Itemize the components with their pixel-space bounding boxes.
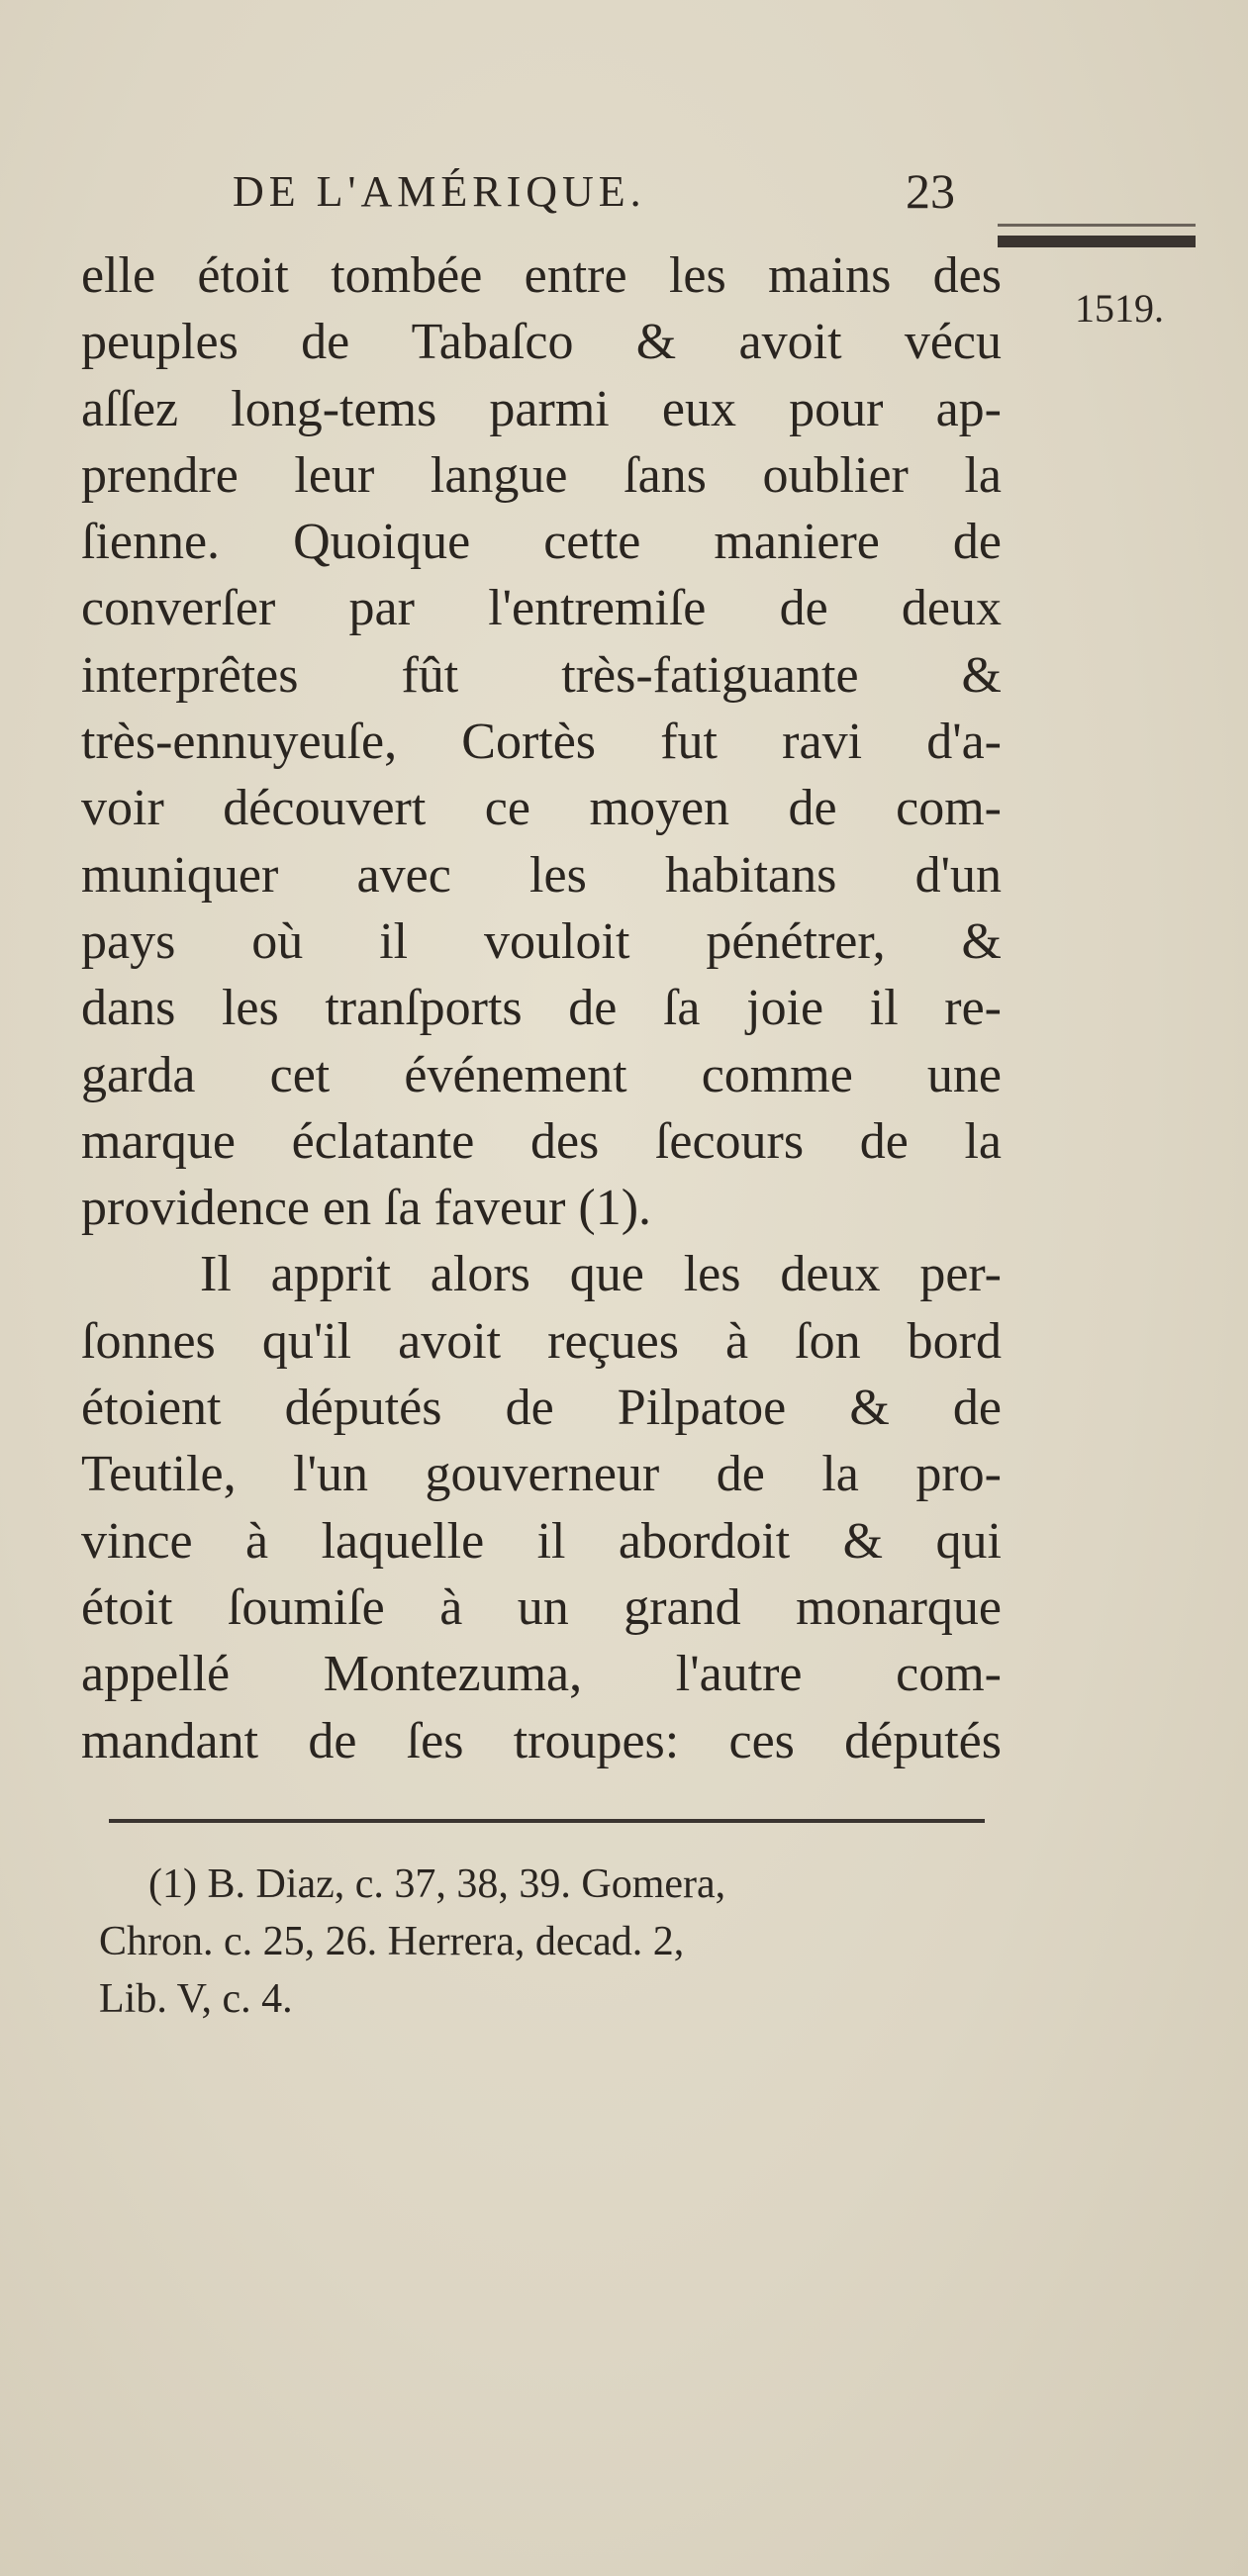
footnote-line: (1) B. Diaz, c. 37, 38, 39. Gomera, (148, 1861, 726, 1907)
text-line: vince à laquelle il abordoit & qui (81, 1512, 1002, 1570)
text-line: Teutile, l'un gouverneur de la pro- (81, 1446, 1002, 1503)
margin-year: 1519. (1075, 286, 1164, 331)
body-text (81, 242, 1002, 1774)
text-line: étoient députés de Pilpatoe & de (81, 1380, 1002, 1437)
footnotes (99, 1856, 1009, 2028)
footnote-rule (109, 1819, 985, 1823)
text-line: ſienne. Quoique cette maniere de (81, 514, 1002, 571)
text-line: muniquer avec les habitans d'un (81, 846, 1002, 904)
text-line: dans les tranſports de ſa joie il re- (81, 980, 1002, 1037)
text-line: prendre leur langue ſans oublier la (81, 446, 1002, 504)
text-line: marque éclatante des ſecours de la (81, 1112, 1002, 1170)
text-line: garda cet événement comme une (81, 1046, 1002, 1103)
page-header (233, 163, 1005, 226)
text-line: mandant de ſes troupes: ces députés (81, 1712, 1002, 1769)
margin-rule (998, 236, 1196, 247)
text-line: elle étoit tombée entre les mains des (81, 247, 1002, 304)
text-line: providence en ſa faveur (1). (81, 1180, 652, 1237)
text-line: ſonnes qu'il avoit reçues à ſon bord (81, 1312, 1002, 1370)
text-line: aſſez long-tems parmi eux pour ap- (81, 380, 1002, 437)
text-line: pays où il vouloit pénétrer, & (81, 912, 1002, 970)
text-line: converſer par l'entremiſe de deux (81, 580, 1002, 637)
running-title: DE L'AMÉRIQUE. (233, 167, 646, 216)
text-line: voir découvert ce moyen de com- (81, 780, 1002, 837)
text-line: très-ennuyeuſe, Cortès fut ravi d'a- (81, 714, 1002, 771)
footnote-line: Chron. c. 25, 26. Herrera, decad. 2, (99, 1919, 685, 1964)
text-line: étoit ſoumiſe à un grand monarque (81, 1578, 1002, 1636)
text-line: peuples de Tabaſco & avoit vécu (81, 314, 1002, 371)
margin-rule-thin (998, 224, 1196, 227)
footnote-line: Lib. V, c. 4. (99, 1976, 293, 2022)
text-line: Il apprit alors que les deux per- (200, 1246, 1002, 1303)
text-line: interprêtes fût très-fatiguante & (81, 646, 1002, 704)
page-number: 23 (906, 163, 955, 219)
text-line: appellé Montezuma, l'autre com- (81, 1646, 1002, 1703)
